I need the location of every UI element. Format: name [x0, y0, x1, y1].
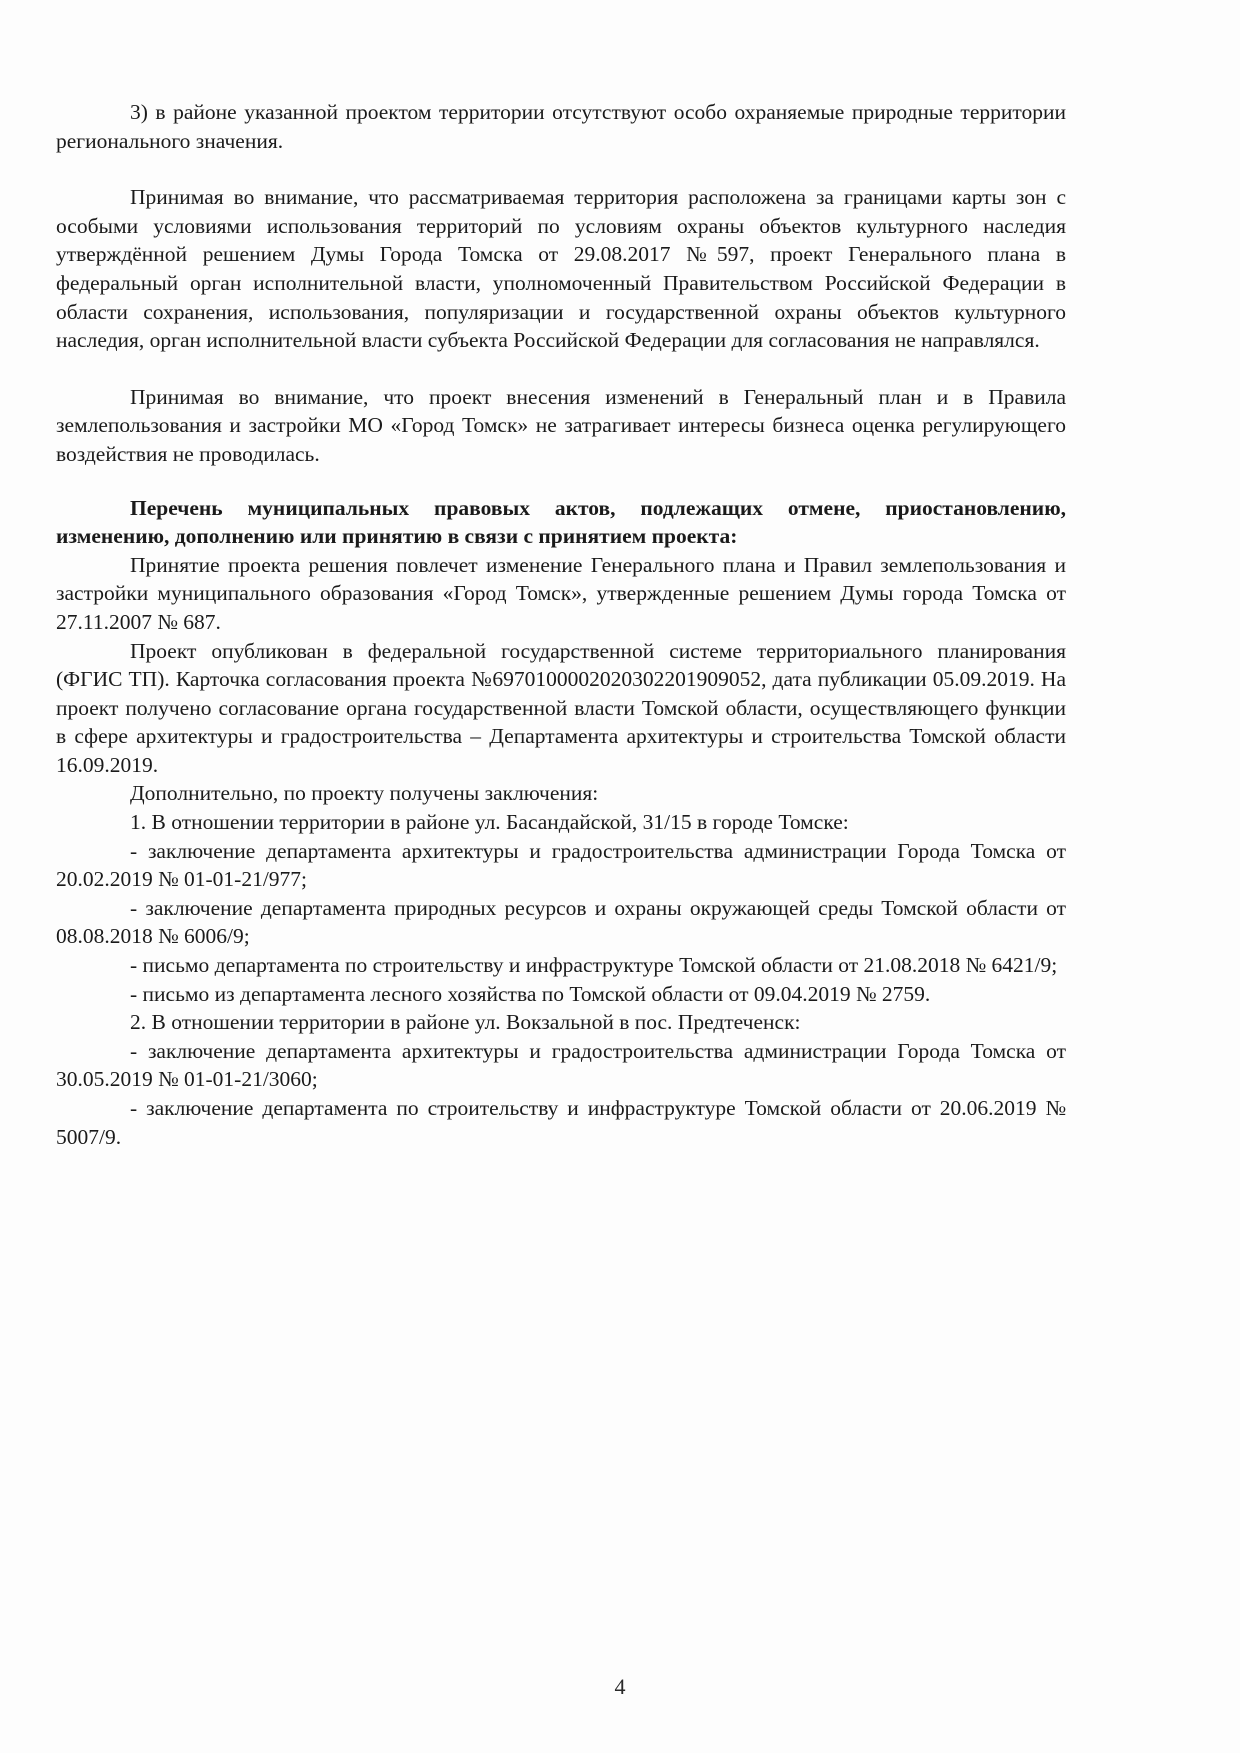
section-heading-municipal-acts: Перечень муниципальных правовых актов, подлежащих отмене, приостановлению, изменению, дополнению или принятию в связи с принятием проекта: [56, 495, 1066, 549]
paragraph-project-adoption: Принятие проекта решения повлечет изменение Генерального плана и Правил землепользования и застройки муниципального образования «Город Томск», утвержденные решением Думы города Томска от 27.11.2007 № 687. [56, 552, 1066, 634]
paragraph-conclusions-intro: Дополнительно, по проекту получены заключения: [130, 781, 599, 806]
list-item-conclusion-architecture-2: - заключение департамента архитектуры и градостроительства администрации Города Томска от 30.05.2019 № 01-01-21/3060; [56, 1038, 1066, 1092]
list-item-letter-construction-1: - письмо департамента по строительству и инфраструктуре Томской области от 21.08.2018 № 6421/9; [130, 953, 1058, 978]
list-item-conclusion-natural-resources: - заключение департамента природных ресурсов и охраны окружающей среды Томской области от 08.08.2018 № 6006/9; [56, 895, 1066, 949]
list-item-territory-basandayskaya: 1. В отношении территории в районе ул. Басандайской, 31/15 в городе Томске: [130, 810, 849, 835]
page-number: 4 [614, 1674, 626, 1699]
paragraph-protected-areas: 3) в районе указанной проектом территории отсутствуют особо охраняемые природные территории регионального значения. [56, 100, 1066, 153]
list-item-conclusion-construction-2: - заключение департамента по строительству и инфраструктуре Томской области от 20.06.2019 № 5007/9. [56, 1096, 1066, 1149]
paragraph-cultural-heritage: Принимая во внимание, что рассматриваемая территория расположена за границами карты зон с особыми условиями использования территорий по условиям охраны объектов культурного наследия утверждённой решением Думы Города Томска от 29.08.2017 №597, проект Генерального плана в федеральный орган исполнительной власти, уполномоченный Правительством Российской Федерации в области сохранения, использования, популяризации и государственной охраны объектов культурного наследия, орган исполнительной власти субъекта Российской Федерации для согласования не направлялся. [56, 185, 1066, 353]
list-item-territory-vokzalnaya: 2. В отношении территории в районе ул. Вокзальной в пос. Предтеченск: [130, 1010, 801, 1035]
document-body [56, 98, 1066, 1151]
paragraph-fgis-publication: Проект опубликован в федеральной государственной системе территориального планирования (ФГИС ТП). Карточка согласования проекта №69701000020203022019090​52, дата публикации 05.09.2019. На проект получено согласование органа государственной власти Томской области, осуществляющего функции в сфере архитектуры и градостроительства – Департамента архитектуры и строительства Томской области 16.09.2019. [56, 638, 1066, 777]
paragraph-regulatory-impact: Принимая во внимание, что проект внесения изменений в Генеральный план и в Правила землепользования и застройки МО «Город Томск» не затрагивает интересы бизнеса оценка регулирующего воздействия не проводилась. [56, 384, 1066, 466]
list-item-conclusion-architecture-1: - заключение департамента архитектуры и градостроительства администрации Города Томска от 20.02.2019 № 01-01-21/977; [56, 838, 1066, 892]
list-item-letter-forestry: - письмо из департамента лесного хозяйства по Томской области от 09.04.2019 № 2759. [130, 981, 931, 1006]
